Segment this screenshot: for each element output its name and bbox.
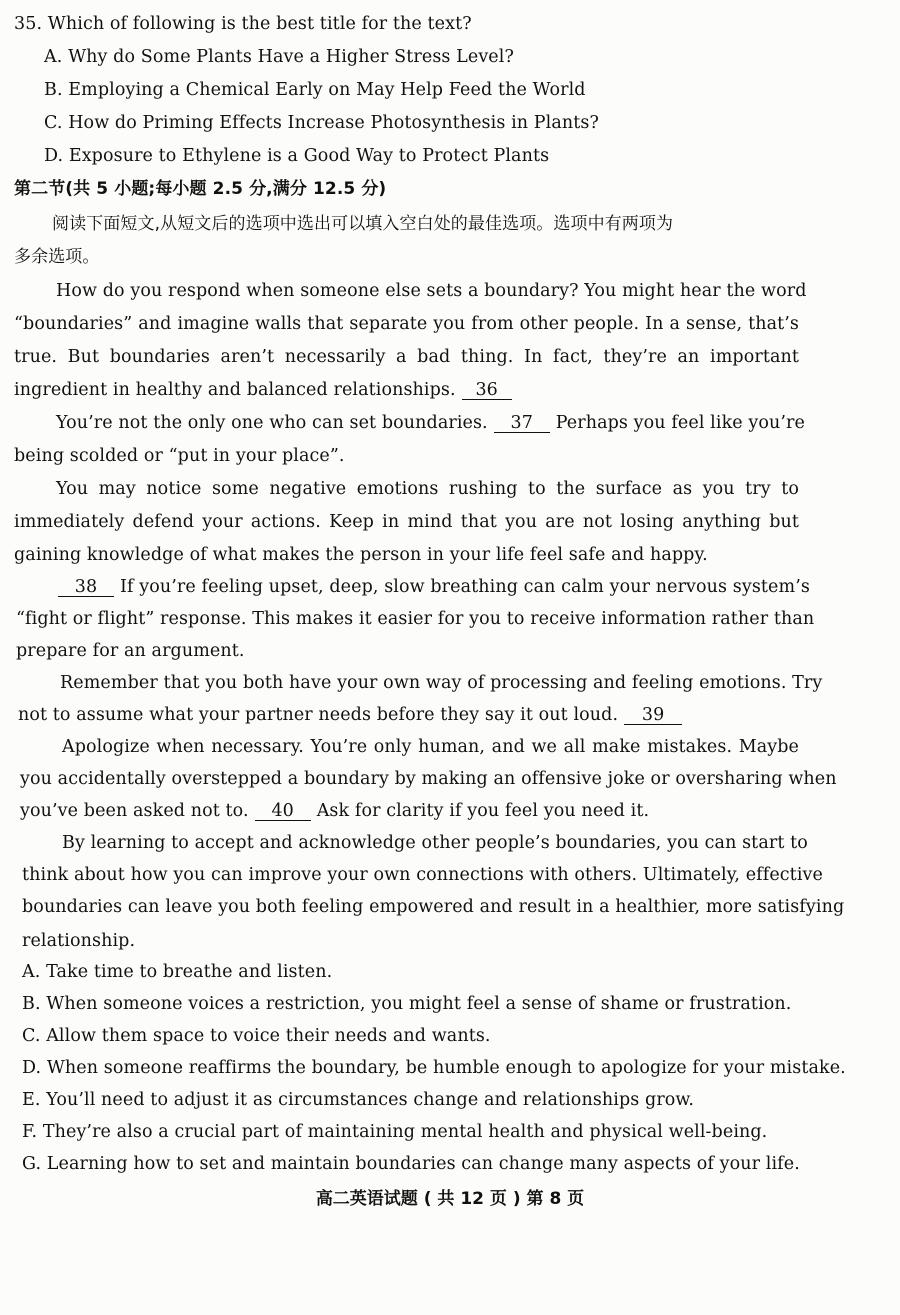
passage-text: you’ve been asked not to.	[20, 801, 249, 821]
instruction-line-2: 多余选项。	[14, 247, 100, 267]
passage-line: true. But boundaries aren’t necessarily a bad thing. In fact, they’re an important	[14, 347, 799, 367]
instruction-line-1: 阅读下面短文,从短文后的选项中选出可以填入空白处的最佳选项。选项中有两项为	[52, 214, 674, 234]
question-35-option-b: B. Employing a Chemical Early on May Help Feed the World	[44, 80, 586, 100]
blank-36[interactable]: 36	[462, 381, 512, 400]
passage-text: Ask for clarity if you feel you need it.	[316, 801, 650, 821]
passage-line: You may notice some negative emotions rushing to the surface as you try to	[56, 479, 799, 499]
passage-line: By learning to accept and acknowledge other people’s boundaries, you can start to	[62, 833, 808, 853]
choice-d: D. When someone reaffirms the boundary, be humble enough to apologize for your mistake.	[22, 1058, 846, 1078]
passage-text: ingredient in healthy and balanced relationships.	[14, 380, 456, 400]
question-35-option-c: C. How do Priming Effects Increase Photosynthesis in Plants?	[44, 113, 599, 133]
passage-line	[58, 576, 810, 598]
passage-line: being scolded or “put in your place”.	[14, 446, 345, 466]
passage-line: boundaries can leave you both feeling empowered and result in a healthier, more satisfying	[22, 897, 845, 917]
passage-line: think about how you can improve your own connections with others. Ultimately, effective	[22, 865, 823, 885]
choice-a: A. Take time to breathe and listen.	[22, 962, 333, 982]
section-header: 第二节(共 5 小题;每小题 2.5 分,满分 12.5 分)	[14, 179, 387, 199]
question-35-stem: 35. Which of following is the best title for the text?	[14, 14, 472, 34]
passage-text: Perhaps you feel like you’re	[555, 413, 805, 433]
choice-c: C. Allow them space to voice their needs and wants.	[22, 1026, 491, 1046]
passage-line: prepare for an argument.	[16, 641, 245, 661]
blank-39[interactable]: 39	[624, 706, 682, 725]
choice-b: B. When someone voices a restriction, you might feel a sense of shame or frustration.	[22, 994, 792, 1014]
passage-line: How do you respond when someone else sets a boundary? You might hear the word	[56, 281, 807, 301]
choice-g: G. Learning how to set and maintain boundaries can change many aspects of your life.	[22, 1154, 800, 1174]
passage-line	[14, 379, 518, 401]
passage-line	[56, 412, 805, 434]
passage-line: you accidentally overstepped a boundary by making an offensive joke or oversharing when	[20, 769, 837, 789]
passage-line: Remember that you both have your own way of processing and feeling emotions. Try	[60, 673, 823, 693]
passage-line: immediately defend your actions. Keep in mind that you are not losing anything but	[14, 512, 799, 532]
passage-line: “fight or flight” response. This makes it easier for you to receive information rather than	[16, 609, 815, 629]
page-footer: 高二英语试题 ( 共 12 页 ) 第 8 页	[315, 1189, 585, 1209]
blank-40[interactable]: 40	[255, 802, 311, 821]
passage-line: relationship.	[22, 931, 136, 951]
passage-text: If you’re feeling upset, deep, slow breathing can calm your nervous system’s	[120, 577, 810, 597]
passage-text: You’re not the only one who can set boundaries.	[56, 413, 488, 433]
question-35-option-a: A. Why do Some Plants Have a Higher Stress Level?	[44, 47, 514, 67]
passage-line	[20, 800, 649, 822]
passage-line: “boundaries” and imagine walls that separate you from other people. In a sense, that’s	[14, 314, 799, 334]
blank-38[interactable]: 38	[58, 578, 114, 597]
passage-line: gaining knowledge of what makes the person in your life feel safe and happy.	[14, 545, 708, 565]
question-35-option-d: D. Exposure to Ethylene is a Good Way to Protect Plants	[44, 146, 550, 166]
blank-37[interactable]: 37	[494, 414, 550, 433]
choice-f: F. They’re also a crucial part of maintaining mental health and physical well-being.	[22, 1122, 768, 1142]
passage-line	[18, 704, 688, 726]
passage-text: not to assume what your partner needs before they say it out loud.	[18, 705, 619, 725]
choice-e: E. You’ll need to adjust it as circumstances change and relationships grow.	[22, 1090, 695, 1110]
passage-line: Apologize when necessary. You’re only human, and we all make mistakes. Maybe	[62, 737, 799, 757]
